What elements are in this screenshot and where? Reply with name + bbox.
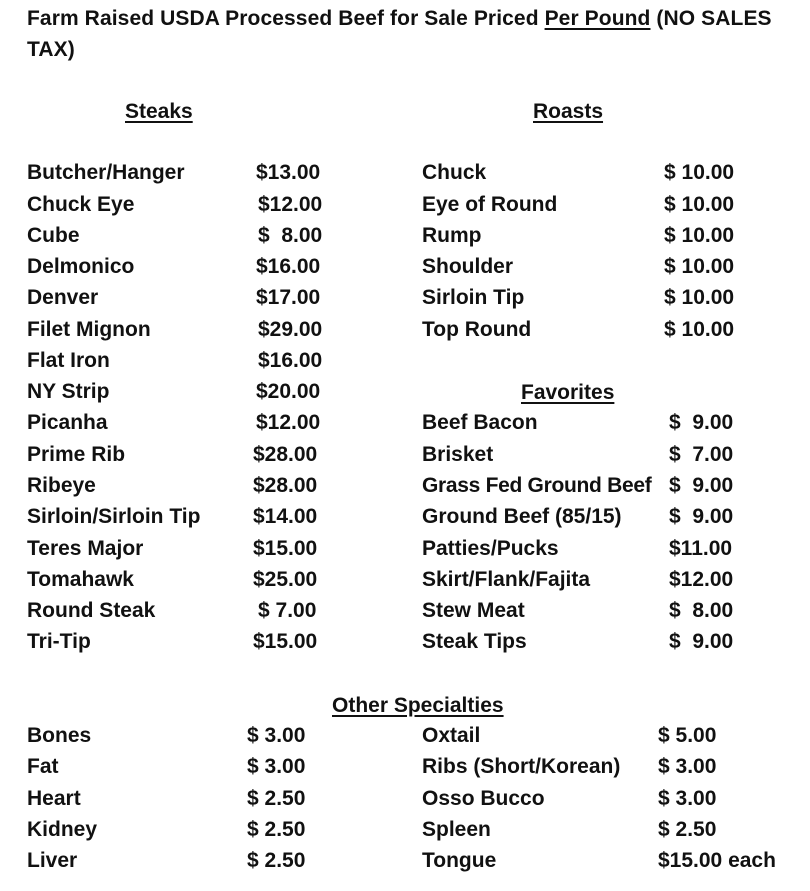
list-item-name: Liver: [27, 849, 78, 872]
list-item-name: Top Round: [422, 318, 532, 341]
list-item-name: Spleen: [422, 818, 491, 841]
list-item-price: $15.00 each: [658, 849, 776, 872]
list-item-price: $13.00: [256, 161, 321, 184]
list-item-price: $ 9.00: [669, 630, 734, 653]
list-item-name: Beef Bacon: [422, 411, 538, 434]
list-item-name: Kidney: [27, 818, 98, 841]
list-item-name: Filet Mignon: [27, 318, 151, 341]
list-item-price: $ 3.00: [658, 755, 717, 778]
list-item-price: $ 2.50: [658, 818, 717, 841]
list-item-price: $15.00: [253, 630, 318, 653]
list-item-price: $11.00: [669, 537, 733, 560]
list-item-price: $ 5.00: [658, 724, 717, 747]
list-item-price: $ 2.50: [247, 787, 306, 810]
list-item-price: $ 2.50: [247, 818, 306, 841]
list-item-name: Butcher/Hanger: [27, 161, 185, 184]
list-item-name: Osso Bucco: [422, 787, 545, 810]
list-item-name: Ribs (Short/Korean): [422, 755, 621, 778]
list-item-price: $ 10.00: [664, 318, 735, 341]
list-item-price: $ 9.00: [669, 411, 734, 434]
page-title: [27, 3, 797, 65]
list-item-name: Sirloin Tip: [422, 286, 525, 309]
list-item-price: $ 10.00: [664, 193, 735, 216]
list-item-price: $28.00: [253, 474, 318, 497]
list-item-price: $29.00: [258, 318, 323, 341]
list-item-name: Shoulder: [422, 255, 514, 278]
list-item-name: Flat Iron: [27, 349, 110, 372]
list-item-name: Grass Fed Ground Beef: [422, 474, 652, 497]
list-item-price: $25.00: [253, 568, 318, 591]
list-item-price: $ 10.00: [664, 255, 735, 278]
list-item-name: Ground Beef (85/15): [422, 505, 622, 528]
list-item-price: $28.00: [253, 443, 318, 466]
title-part1: Farm Raised USDA Processed Beef for Sale Priced: [27, 7, 545, 30]
list-item-price: $15.00: [253, 537, 318, 560]
list-item-name: Heart: [27, 787, 81, 810]
list-item-name: Brisket: [422, 443, 494, 466]
list-item-price: $ 10.00: [664, 286, 735, 309]
list-item-name: Delmonico: [27, 255, 135, 278]
list-item-price: $17.00: [256, 286, 321, 309]
list-item-price: $ 8.00: [258, 224, 323, 247]
list-item-name: Chuck: [422, 161, 487, 184]
list-item-name: Ribeye: [27, 474, 96, 497]
list-item-price: $ 7.00: [258, 599, 317, 622]
list-item-price: $12.00: [669, 568, 734, 591]
list-item-name: Eye of Round: [422, 193, 558, 216]
list-item-price: $ 9.00: [669, 505, 734, 528]
list-item-name: Steak Tips: [422, 630, 527, 653]
list-item-name: Denver: [27, 286, 99, 309]
favorites-heading: Favorites: [521, 381, 615, 404]
list-item-name: Fat: [27, 755, 59, 778]
list-item-price: $20.00: [256, 380, 321, 403]
list-item-price: $ 7.00: [669, 443, 734, 466]
list-item-name: Tongue: [422, 849, 497, 872]
title-per-pound: Per Pound: [544, 7, 651, 30]
list-item-price: $16.00: [256, 255, 321, 278]
list-item-name: Round Steak: [27, 599, 156, 622]
list-item-name: Teres Major: [27, 537, 144, 560]
title-part2: (NO SALES TAX): [27, 7, 772, 61]
list-item-price: $16.00: [258, 349, 323, 372]
list-item-name: Sirloin/Sirloin Tip: [27, 505, 201, 528]
list-item-price: $ 9.00: [669, 474, 734, 497]
list-item-price: $12.00: [258, 193, 323, 216]
list-item-price: $ 3.00: [247, 724, 306, 747]
list-item-price: $ 10.00: [664, 224, 735, 247]
list-item-price: $ 3.00: [247, 755, 306, 778]
list-item-price: $ 8.00: [669, 599, 734, 622]
list-item-name: Tomahawk: [27, 568, 134, 591]
list-item-name: Bones: [27, 724, 92, 747]
other-specialties-heading: Other Specialties: [332, 694, 504, 717]
list-item-name: Prime Rib: [27, 443, 126, 466]
list-item-name: Stew Meat: [422, 599, 525, 622]
list-item-price: $12.00: [256, 411, 321, 434]
list-item-price: $ 10.00: [664, 161, 735, 184]
list-item-name: NY Strip: [27, 380, 110, 403]
list-item-name: Cube: [27, 224, 80, 247]
list-item-price: $14.00: [253, 505, 318, 528]
steaks-heading: Steaks: [125, 100, 193, 123]
list-item-name: Oxtail: [422, 724, 481, 747]
list-item-name: Chuck Eye: [27, 193, 135, 216]
list-item-name: Picanha: [27, 411, 108, 434]
list-item-name: Patties/Pucks: [422, 537, 559, 560]
list-item-name: Rump: [422, 224, 482, 247]
list-item-name: Skirt/Flank/Fajita: [422, 568, 591, 591]
roasts-heading: Roasts: [533, 100, 604, 123]
list-item-price: $ 3.00: [658, 787, 717, 810]
list-item-name: Tri-Tip: [27, 630, 91, 653]
list-item-price: $ 2.50: [247, 849, 306, 872]
